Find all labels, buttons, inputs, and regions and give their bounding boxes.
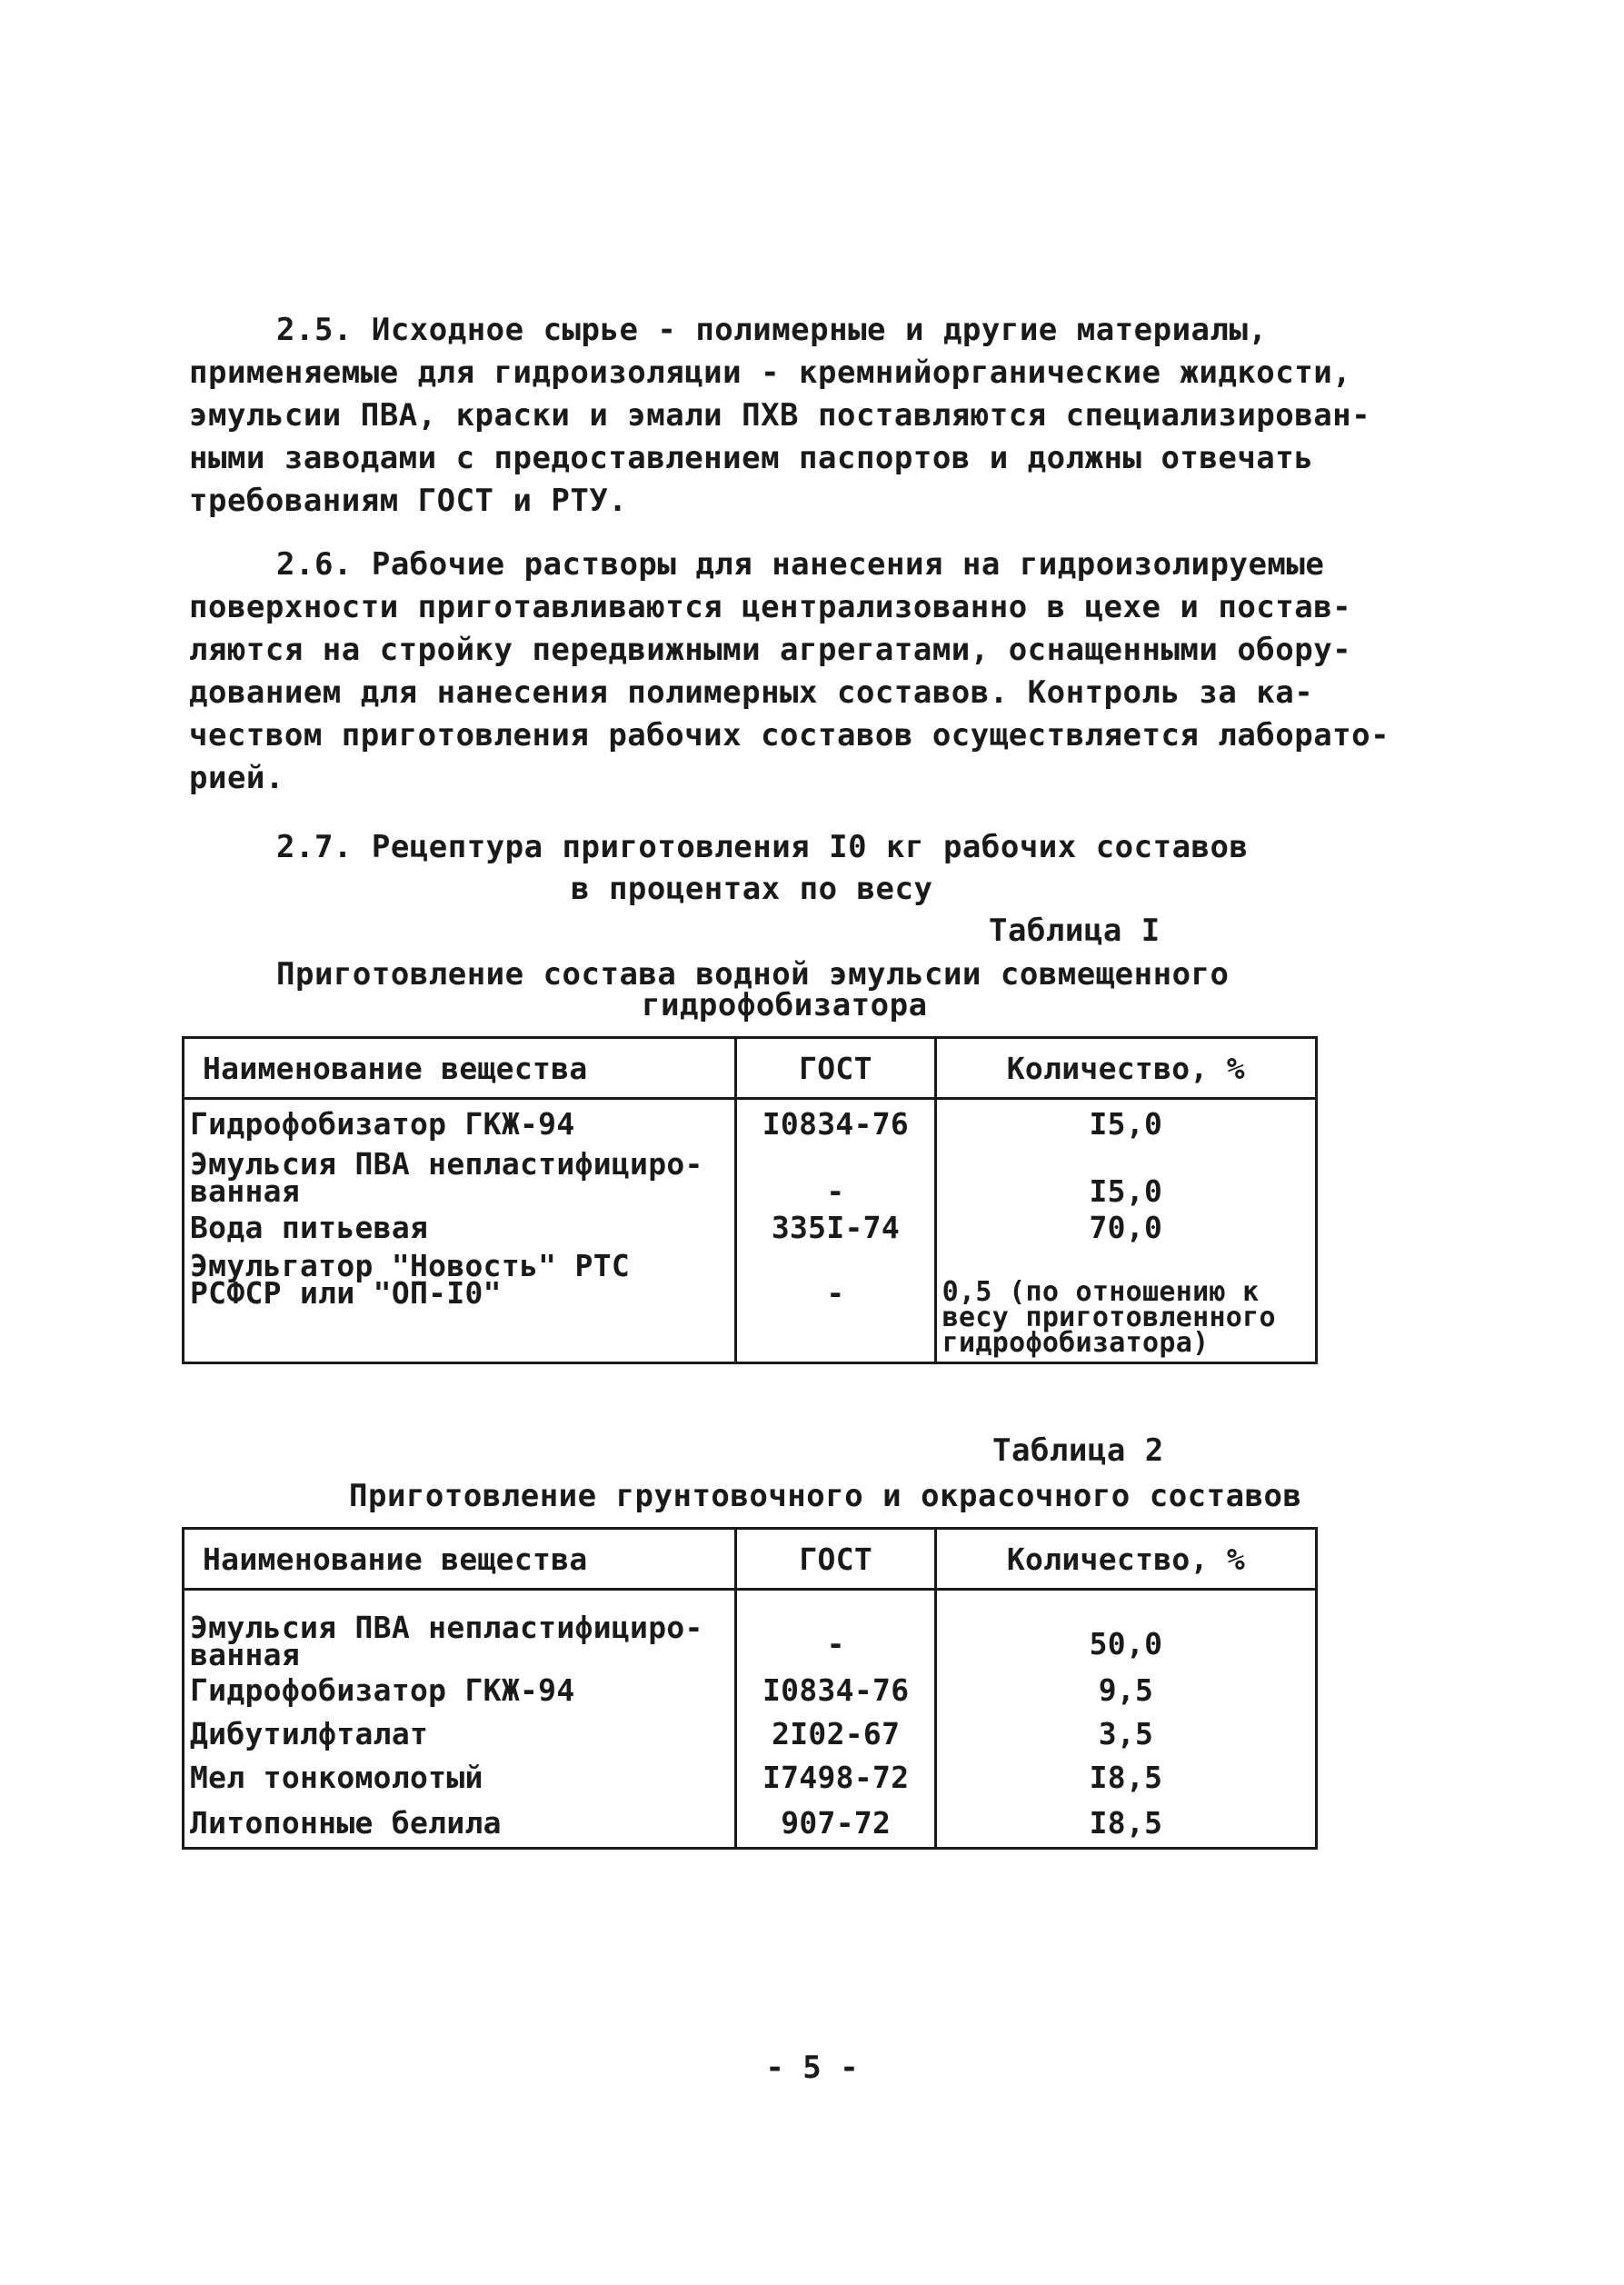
table-row	[184, 1712, 1317, 1756]
paragraph-line: требованиям ГОСТ и РТУ.	[189, 483, 628, 519]
cell-quantity: I5,0	[935, 1099, 1316, 1144]
cell-gost: I0834-76	[736, 1099, 935, 1144]
column-header-gost: ГОСТ	[736, 1529, 936, 1590]
table2-title: Приготовление грунтовочного и окрасочного составов	[349, 1478, 1302, 1514]
cell-quantity: I8,5	[935, 1756, 1316, 1800]
table2-label: Таблица 2	[992, 1432, 1164, 1469]
paragraph-line: эмульсии ПВА, краски и эмали ПХВ поставляются специализирован-	[189, 397, 1371, 434]
cell-quantity: I5,0	[935, 1143, 1316, 1205]
paragraph-line: дованием для нанесения полимерных составов. Контроль за ка-	[189, 674, 1314, 711]
paragraph-2-7-line1: 2.7. Рецептура приготовления I0 кг рабочих составов	[276, 829, 1249, 865]
table1-label: Таблица I	[989, 913, 1161, 949]
cell-gost: -	[736, 1143, 935, 1205]
cell-name: Эмульгатор "Новость" РТС РСФСР или "ОП-I0"	[184, 1247, 736, 1363]
cell-gost: I7498-72	[736, 1756, 936, 1800]
cell-gost: -	[736, 1247, 935, 1363]
table1-title-line1: Приготовление состава водной эмульсии совмещенного	[276, 956, 1230, 993]
paragraph-line: чеством приготовления рабочих составов осуществляется лаборато-	[189, 717, 1390, 753]
paragraph-line: ными заводами с предоставлением паспортов и должны отвечать	[189, 440, 1314, 476]
paragraph-line: 2.6. Рабочие растворы для нанесения на гидроизолируемые	[276, 546, 1325, 583]
cell-quantity: 3,5	[935, 1712, 1316, 1756]
cell-gost: 2I02-67	[736, 1712, 936, 1756]
cell-name: Эмульсия ПВА непластифициро- ванная	[184, 1590, 736, 1670]
cell-quantity: I8,5	[935, 1800, 1316, 1849]
paragraph-line: ляются на стройку передвижными агрегатами, оснащенными обору-	[189, 632, 1352, 668]
table-row	[184, 1669, 1317, 1712]
cell-name: Гидрофобизатор ГКЖ-94	[184, 1099, 736, 1144]
cell-gost: -	[736, 1590, 936, 1670]
paragraph-line: 2.5. Исходное сырье - полимерные и другие материалы,	[276, 312, 1268, 348]
cell-gost: I0834-76	[736, 1669, 936, 1712]
table2	[182, 1527, 1318, 1850]
cell-name: Мел тонкомолотый	[184, 1756, 736, 1800]
page-number: - 5 -	[765, 2050, 859, 2086]
column-header-quantity: Количество, %	[935, 1038, 1316, 1099]
cell-quantity: 0,5 (по отношению к весу приготовленного гидрофобизатора)	[935, 1247, 1316, 1363]
paragraph-2-6	[189, 544, 1390, 800]
cell-name: Дибутилфталат	[184, 1712, 736, 1756]
paragraph-2-5	[189, 309, 1371, 523]
table-row	[184, 1099, 1317, 1144]
cell-quantity: 50,0	[935, 1590, 1316, 1670]
column-header-gost: ГОСТ	[736, 1038, 935, 1099]
column-header-name: Наименование вещества	[184, 1529, 736, 1590]
table-row	[184, 1205, 1317, 1247]
cell-name: Вода питьевая	[184, 1205, 736, 1247]
cell-gost: 907-72	[736, 1800, 936, 1849]
table-row	[184, 1590, 1317, 1670]
paragraph-line: поверхности приготавливаются централизованно в цехе и постав-	[189, 589, 1352, 625]
table1-title-line2: гидрофобизатора	[642, 987, 928, 1023]
column-header-name: Наименование вещества	[184, 1038, 736, 1099]
table-header-row	[184, 1038, 1317, 1099]
paragraph-line: применяемые для гидроизоляции - кремнийорганические жидкости,	[189, 354, 1352, 391]
cell-name: Гидрофобизатор ГКЖ-94	[184, 1669, 736, 1712]
table-row	[184, 1247, 1317, 1363]
paragraph-2-7-line2: в процентах по весу	[571, 871, 933, 907]
table1	[182, 1036, 1318, 1364]
cell-name: Эмульсия ПВА непластифициро- ванная	[184, 1143, 736, 1205]
cell-gost: 335I-74	[736, 1205, 935, 1247]
cell-quantity: 9,5	[935, 1669, 1316, 1712]
table-row	[184, 1143, 1317, 1205]
column-header-quantity: Количество, %	[935, 1529, 1316, 1590]
cell-name: Литопонные белила	[184, 1800, 736, 1849]
cell-quantity: 70,0	[935, 1205, 1316, 1247]
table-row	[184, 1800, 1317, 1849]
table-header-row	[184, 1529, 1317, 1590]
paragraph-line: рией.	[189, 760, 284, 796]
table-row	[184, 1756, 1317, 1800]
